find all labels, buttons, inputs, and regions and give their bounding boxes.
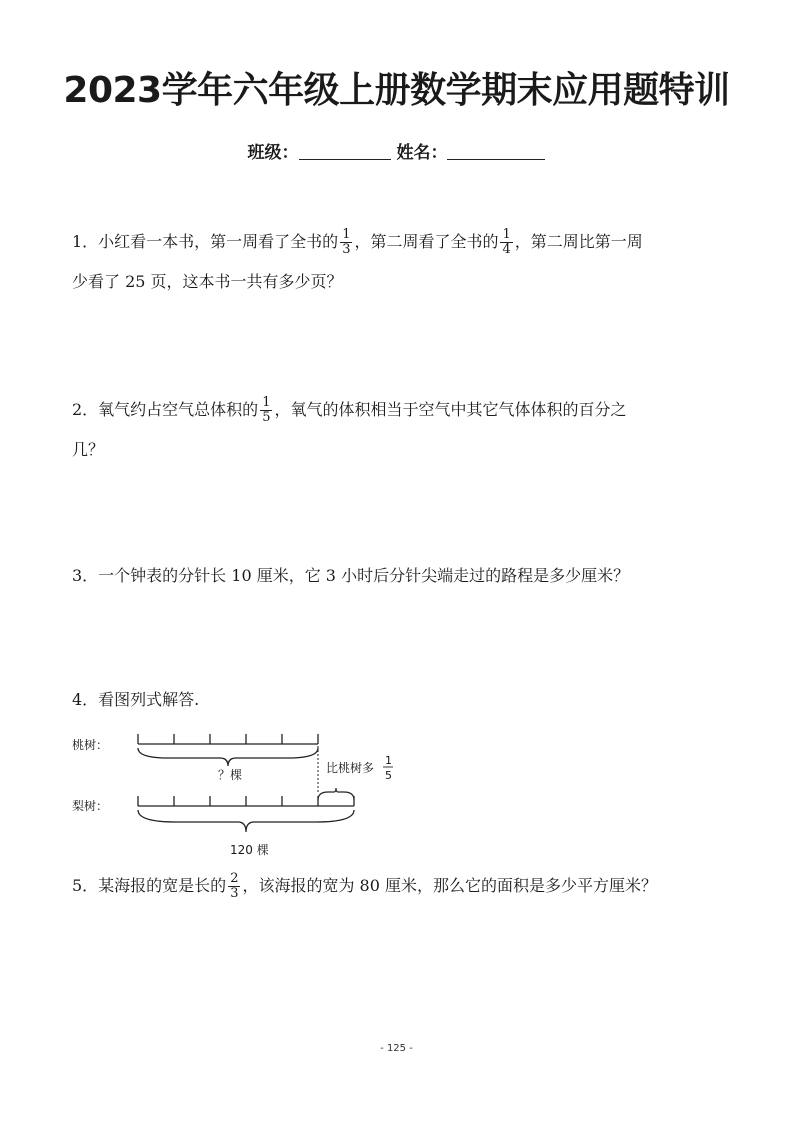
pear-label: 梨树： xyxy=(72,799,109,813)
line-diagram xyxy=(72,722,402,866)
question-3: 3．一个钟表的分针长 10 厘米，它 3 小时后分针尖端走过的路程是多少厘米？ xyxy=(72,566,630,585)
name-label: 姓名： xyxy=(396,143,448,163)
fraction: $\frac{1}{3}$ xyxy=(342,227,351,257)
compare-num: 1 xyxy=(385,754,392,767)
peach-bar xyxy=(138,734,318,766)
fraction: $\frac{1}{4}$ xyxy=(502,227,511,257)
peach-brace-label: ？棵 xyxy=(218,768,243,782)
pear-brace-label: 120 棵 xyxy=(230,843,269,857)
question-1 xyxy=(72,222,732,302)
fraction: $\frac{2}{3}$ xyxy=(230,871,239,901)
peach-brace xyxy=(138,748,318,766)
student-info xyxy=(0,138,793,163)
compare-text: 比桃树多 xyxy=(326,761,375,775)
page-title: 2023学年六年级上册数学期末应用题特训 xyxy=(63,70,730,111)
question-2 xyxy=(72,390,732,470)
question-1-line-1: 1．小红看一本书，第一周看了全书的 $\frac{1}{3}$ ，第二周看了全书的 $\frac{1}{4}$ ，第二周比第一周 xyxy=(72,227,643,257)
class-label: 班级： xyxy=(247,143,299,163)
question-4: 4．看图列式解答. xyxy=(72,690,200,709)
question-2-line-1: 2．氧气约占空气总体积的 $\frac{1}{5}$ ，氧气的体积相当于空气中其它气体体积的百分之 xyxy=(72,395,627,425)
fraction: $\frac{1}{5}$ xyxy=(262,395,271,425)
class-blank[interactable] xyxy=(299,141,391,160)
question-5: 5．某海报的宽是长的 $\frac{2}{3}$ ，该海报的宽为 80 厘米，那么它的面积是多少平方厘米？ xyxy=(72,871,658,901)
peach-label: 桃树： xyxy=(72,738,109,752)
compare-den: 5 xyxy=(385,769,392,782)
question-1-line-2: 少看了 25 页，这本书一共有多少页？ xyxy=(72,272,343,291)
page-number: - 125 - xyxy=(380,1043,413,1054)
diagram-svg xyxy=(72,722,402,862)
pear-brace xyxy=(138,810,354,832)
question-2-line-2: 几？ xyxy=(72,440,105,459)
extra-brace xyxy=(318,788,354,800)
pear-bar xyxy=(138,796,354,832)
name-blank[interactable] xyxy=(447,141,545,160)
